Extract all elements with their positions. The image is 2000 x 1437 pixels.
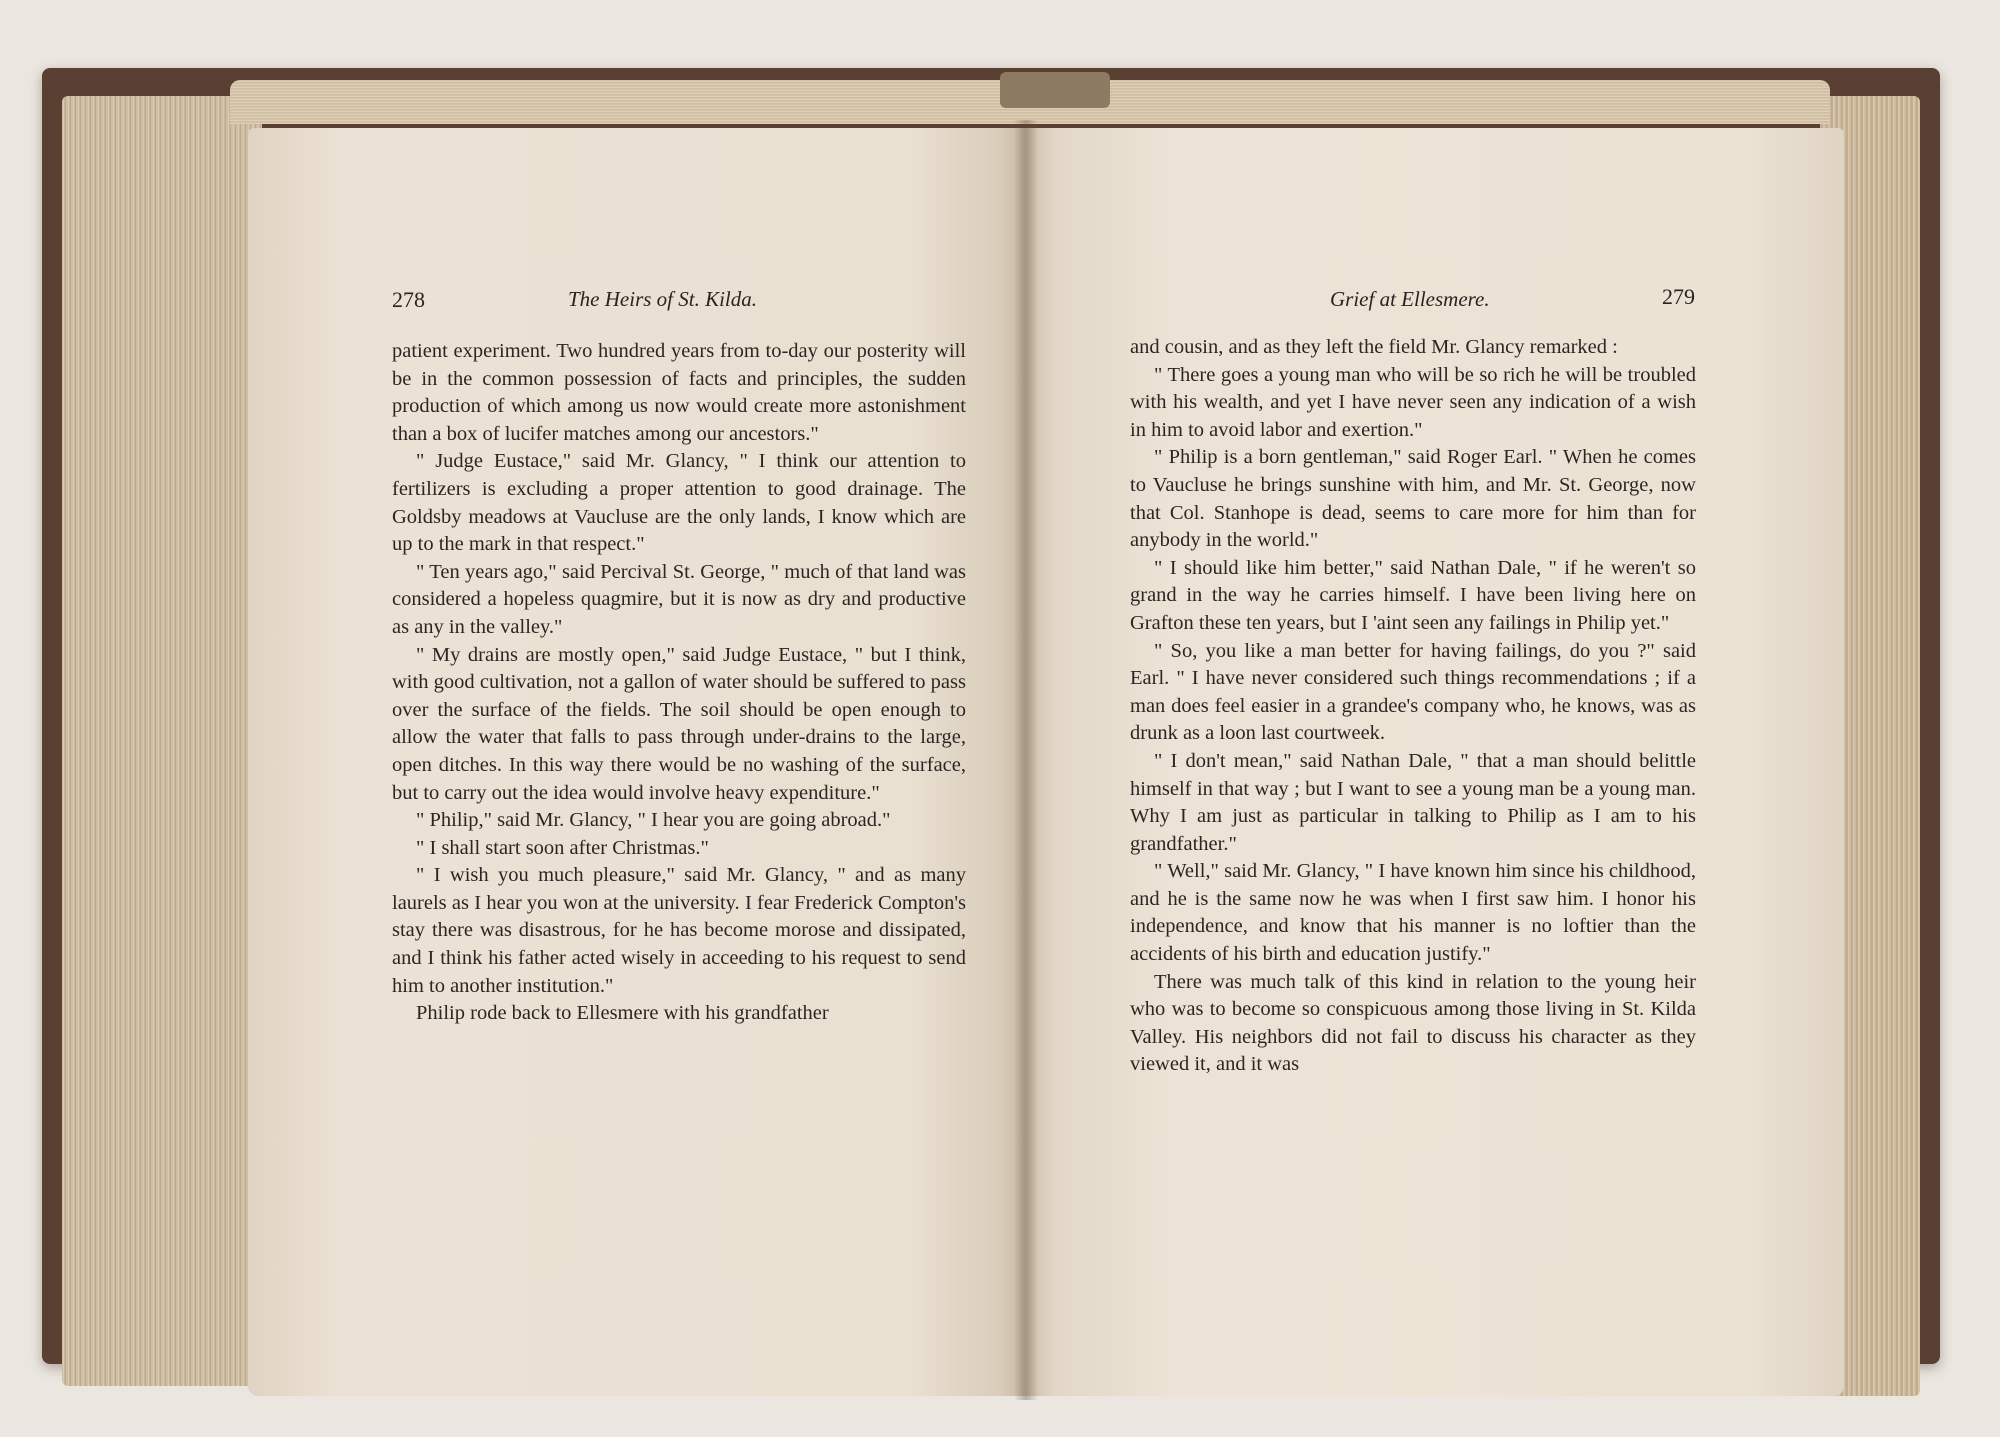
paragraph: " Philip," said Mr. Glancy, " I hear you are going abroad." xyxy=(416,809,891,832)
paragraph: " I shall start soon after Christmas." xyxy=(416,836,709,859)
paragraph: " I wish you much pleasure," said Mr. Glancy, " and as many laurels as I hear you won at the university. I fear Frederick Compton's stay there was disastrous, for he has become morose and dissipated, and I think his father acted wisely in acceeding to his request to send him to another institution." xyxy=(392,864,966,997)
paragraph: There was much talk of this kind in relation to the young heir who was to become so conspicuous among those living in St. Kilda Valley. His neighbors did not fail to discuss his character as they viewed it, and it was xyxy=(1130,970,1696,1076)
paragraph: " Well," said Mr. Glancy, " I have known him since his childhood, and he is the same now he was when I first saw him. I honor his independence, and know that his manner is no loftier than the accidents of his birth and education justify." xyxy=(1130,860,1696,966)
right-running-title: Grief at Ellesmere. xyxy=(1330,287,1490,311)
paragraph: " Philip is a born gentleman," said Roger Earl. " When he comes to Vaucluse he brings sunshine with him, and Mr. St. George, now that Col. Stanhope is dead, seems to care more for him than for anybody in the world." xyxy=(1130,446,1696,552)
paragraph: " I should like him better," said Nathan Dale, " if he weren't so grand in the way he carries himself. I have been living here on Grafton these ten years, but I 'aint seen any failings in Philip yet." xyxy=(1130,556,1696,634)
gutter-shadow xyxy=(1014,120,1038,1400)
left-page-text xyxy=(392,338,966,1028)
paragraph: " Judge Eustace," said Mr. Glancy, " I think our attention to fertilizers is excluding a proper attention to good drainage. The Goldsby meadows at Vaucluse are the only lands, I know which are up to the mark in that respect." xyxy=(392,450,966,556)
paragraph: " So, you like a man better for having failings, do you ?" said Earl. " I have never considered such things recommendations ; if a man does feel easier in a grandee's company who, he knows, was as drunk as a loon last courtweek. xyxy=(1130,639,1696,745)
paragraph: " I don't mean," said Nathan Dale, " that a man should belittle himself in that way ; but I want to see a young man be a young man. Why I am just as particular in talking to Philip as I am to his grandfather." xyxy=(1130,749,1696,855)
left-page-number: 278 xyxy=(392,287,425,312)
paragraph: Philip rode back to Ellesmere with his grandfather xyxy=(416,1002,829,1025)
paragraph: and cousin, and as they left the field Mr. Glancy remarked : xyxy=(1130,336,1618,358)
paragraph: " Ten years ago," said Percival St. George, " much of that land was considered a hopeless quagmire, but it is now as dry and productive as any in the valley." xyxy=(392,560,966,638)
right-page-number: 279 xyxy=(1662,284,1695,309)
paragraph: " My drains are mostly open," said Judge Eustace, " but I think, with good cultivation, not a gallon of water should be suffered to pass over the surface of the fields. The soil should be open enough to allow the water that falls to pass through under-drains to the large, open ditches. In this way there would be no washing of the surface, but to carry out the idea would involve heavy expenditure." xyxy=(392,643,966,804)
paragraph: patient experiment. Two hundred years from to-day our posterity will be in the common possession of facts and principles, the sudden production of which among us now would create more astonishment than a box of lucifer matches among our ancestors." xyxy=(392,340,966,445)
paragraph: " There goes a young man who will be so rich he will be troubled with his wealth, and yet I have never seen any indication of a wish in him to avoid labor and exertion." xyxy=(1130,363,1696,441)
left-running-title: The Heirs of St. Kilda. xyxy=(568,287,758,311)
right-page-text xyxy=(1130,334,1696,1079)
left-page-edges xyxy=(62,96,262,1386)
spine-binding xyxy=(1000,72,1110,108)
